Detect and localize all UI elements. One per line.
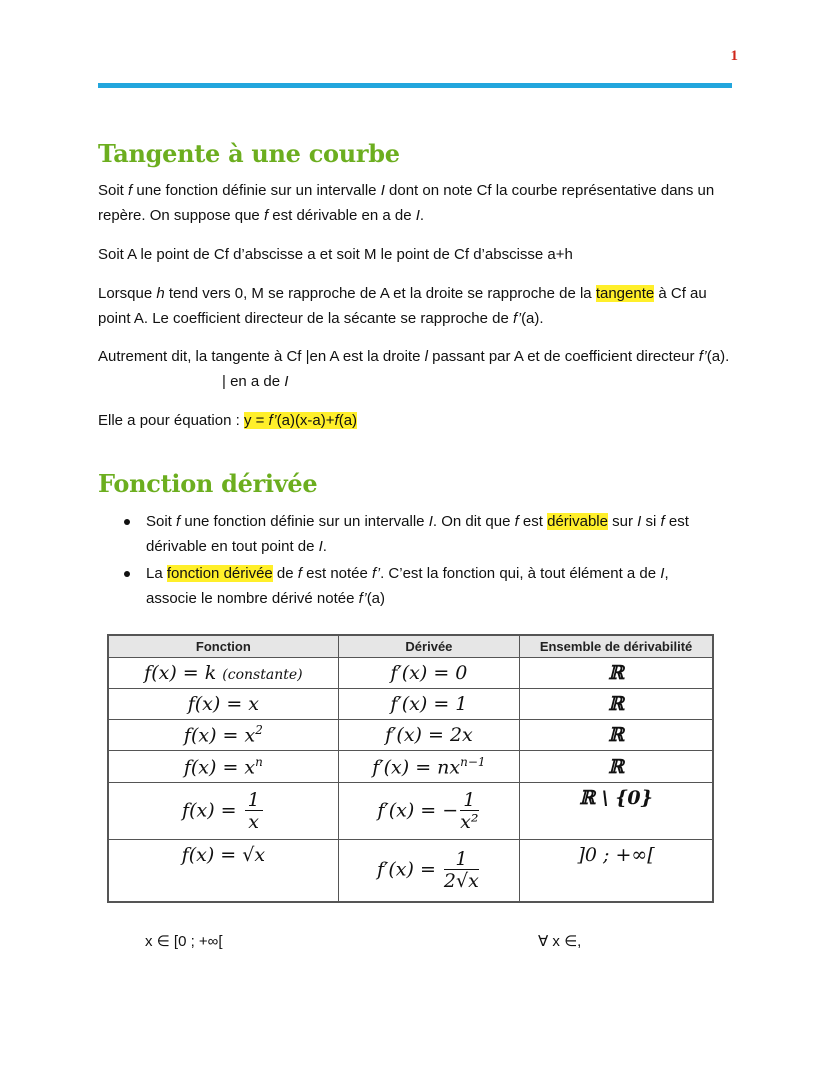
domain-cell: ℝ: [520, 751, 713, 783]
derivative-cell: f′(x) = $\frac{1}{2√x}$: [338, 840, 519, 902]
highlight-derivable: dérivable: [547, 513, 608, 530]
highlight-fonction-derivee: fonction dérivée: [166, 565, 273, 582]
domain-cell: ℝ \ {0}: [520, 783, 713, 840]
paragraph-definition: Soit f une fonction définie sur un intervalle I dont on note Cf la courbe représentative dans un repère. On suppose que f est dérivable en a de I.: [98, 182, 715, 224]
table-row: [108, 689, 713, 720]
function-cell: f(x) = $\frac{1}{x}$: [108, 783, 338, 840]
function-cell: f(x) = √x: [108, 840, 338, 902]
table-row: [108, 840, 713, 902]
derivative-cell: f′(x) = − $\frac{1}{\text{x²}}$: [338, 783, 519, 840]
header-rule: [98, 83, 732, 88]
note-forall-right: ∀ x ∈,: [538, 933, 582, 950]
domain-cell: ]0 ; +∞[: [520, 840, 713, 902]
table-row: [108, 751, 713, 783]
paragraph-limit: Lorsque h tend vers 0, M se rapproche de A et la droite se rapproche de la tangente à Cf au point A. Le coefficient directeur de la sécante se rapproche de f’(a).: [98, 285, 707, 327]
derivative-cell: f′(x) = 2x: [338, 720, 519, 751]
derivative-cell: f′(x) = 1: [338, 689, 519, 720]
tangent-equation: y = f’(a)(x-a)+f(a): [243, 412, 358, 429]
table-row: [108, 658, 713, 689]
domain-cell: ℝ: [520, 689, 713, 720]
section-title-fonction-derivee: Fonction dérivée: [98, 469, 318, 498]
list-item-derivable: Soit f une fonction définie sur un intervalle I. On dit que f est dérivable sur I si f est dérivable en tout point de I.: [98, 509, 718, 559]
paragraph-equation: Elle a pour équation : y = f’(a)(x-a)+f(a): [98, 412, 358, 429]
definition-list: [98, 509, 718, 613]
header-derivee: Dérivée: [338, 635, 519, 658]
paragraph-points: Soit A le point de Cf d’abscisse a et soit M le point de Cf d’abscisse a+h: [98, 246, 573, 263]
table-row: [108, 720, 713, 751]
function-cell: $f(x) = x^2$: [108, 720, 338, 751]
highlight-tangente: tangente: [595, 285, 655, 302]
derivative-cell: $f'(x) = nx^{n-1}$: [338, 751, 519, 783]
list-item-fonction-derivee: La fonction dérivée de f est notée f’. C’est la fonction qui, à tout élément a de I, associe le nombre dérivé notée f’(a): [98, 561, 718, 611]
page-number: 1: [730, 48, 738, 64]
domain-cell: ℝ: [520, 658, 713, 689]
derivative-cell: f′(x) = 0: [338, 658, 519, 689]
function-cell: f(x) = x: [108, 689, 338, 720]
header-fonction: Fonction: [108, 635, 338, 658]
domain-cell: ℝ: [520, 720, 713, 751]
note-domain-left: x ∈ [0 ; +∞[: [145, 933, 223, 950]
section-title-tangente: Tangente à une courbe: [98, 139, 400, 168]
header-ensemble: Ensemble de dérivabilité: [520, 635, 713, 658]
paragraph-tangent-line: Autrement dit, la tangente à Cf |en A est la droite l passant par A et de coefficient directeur f’(a).| en a de I: [98, 348, 730, 390]
function-cell: f(x) = k (constante): [108, 658, 338, 689]
derivatives-table: [107, 634, 714, 903]
function-cell: $f(x) = x^n$: [108, 751, 338, 783]
table-row: [108, 783, 713, 840]
table-header-row: [108, 635, 713, 658]
